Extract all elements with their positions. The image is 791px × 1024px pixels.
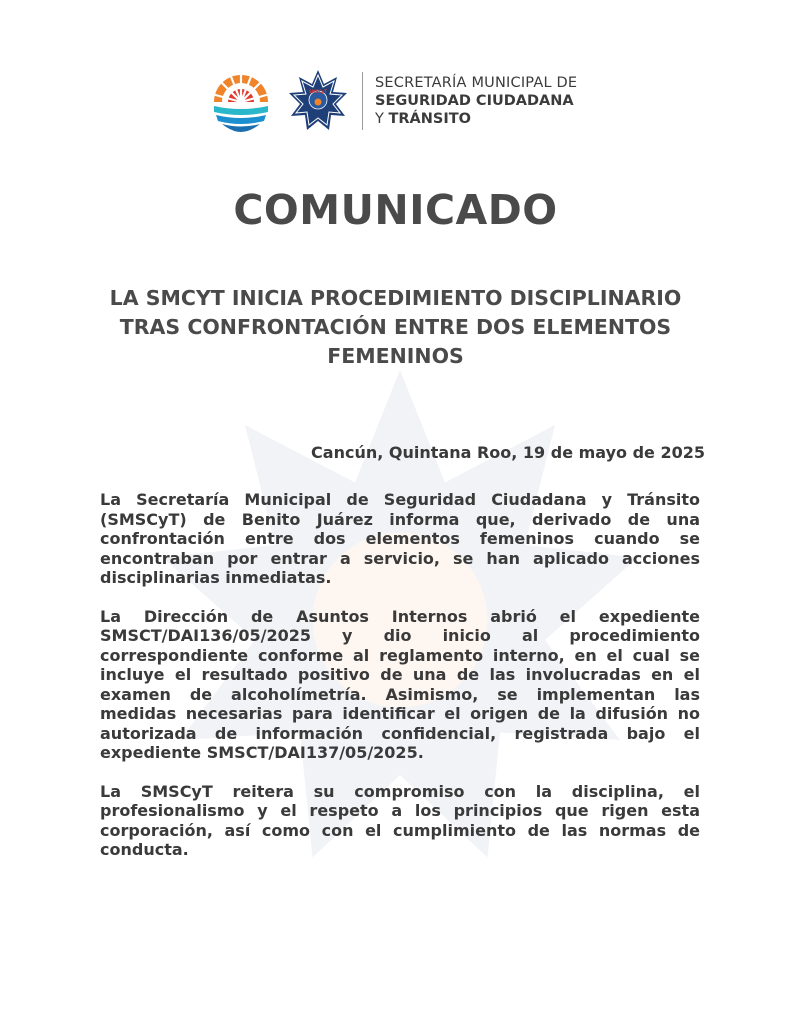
paragraph-1: La Secretaría Municipal de Seguridad Ciudadana y Tránsito (SMSCyT) de Benito Juárez informa que, derivado de una confrontación entre dos elementos femeninos cuando se encontraban por entrar a servicio, se han aplicado acciones disciplinarias inmediatas. <box>100 490 700 587</box>
police-star-badge-icon <box>286 69 350 133</box>
subtitle: LA SMCYT INICIA PROCEDIMIENTO DISCIPLINARIO TRAS CONFRONTACIÓN ENTRE DOS ELEMENTOS FEMENINOS <box>109 286 682 368</box>
org-line3 <box>375 110 577 128</box>
page-title: COMUNICADO <box>233 186 558 234</box>
paragraph-3: La SMSCyT reitera su compromiso con la disciplina, el profesionalismo y el respeto a los principios que rigen esta corporación, así como con el cumplimiento de las normas de conducta. <box>100 781 700 859</box>
header <box>208 66 577 136</box>
paragraph-2: La Dirección de Asuntos Internos abrió el expediente SMSCT/DAI136/05/2025 y dio inicio al procedimiento correspondiente conforme al reglamento interno, en el cual se incluye el resultado positivo de una de las involucradas en el examen de alcoholímetría. Asimismo, se implementan las medidas necesarias para identificar el origen de la difusión no autorizada de información confidencial, registrada bajo el expediente SMSCT/DAI137/05/2025. <box>100 606 700 762</box>
badge-text: SMSCyT <box>308 89 328 94</box>
org-line2: SEGURIDAD CIUDADANA <box>375 93 574 109</box>
header-divider <box>362 72 363 130</box>
body-text <box>100 490 700 879</box>
cancun-sun-logo-icon <box>208 68 274 134</box>
org-line1: SECRETARÍA MUNICIPAL DE <box>375 75 578 91</box>
org-line3-bold: TRÁNSITO <box>388 111 471 127</box>
dateline: Cancún, Quintana Roo, 19 de mayo de 2025 <box>311 443 705 462</box>
organization-name <box>375 74 577 128</box>
org-line3-prefix: Y <box>375 111 389 127</box>
